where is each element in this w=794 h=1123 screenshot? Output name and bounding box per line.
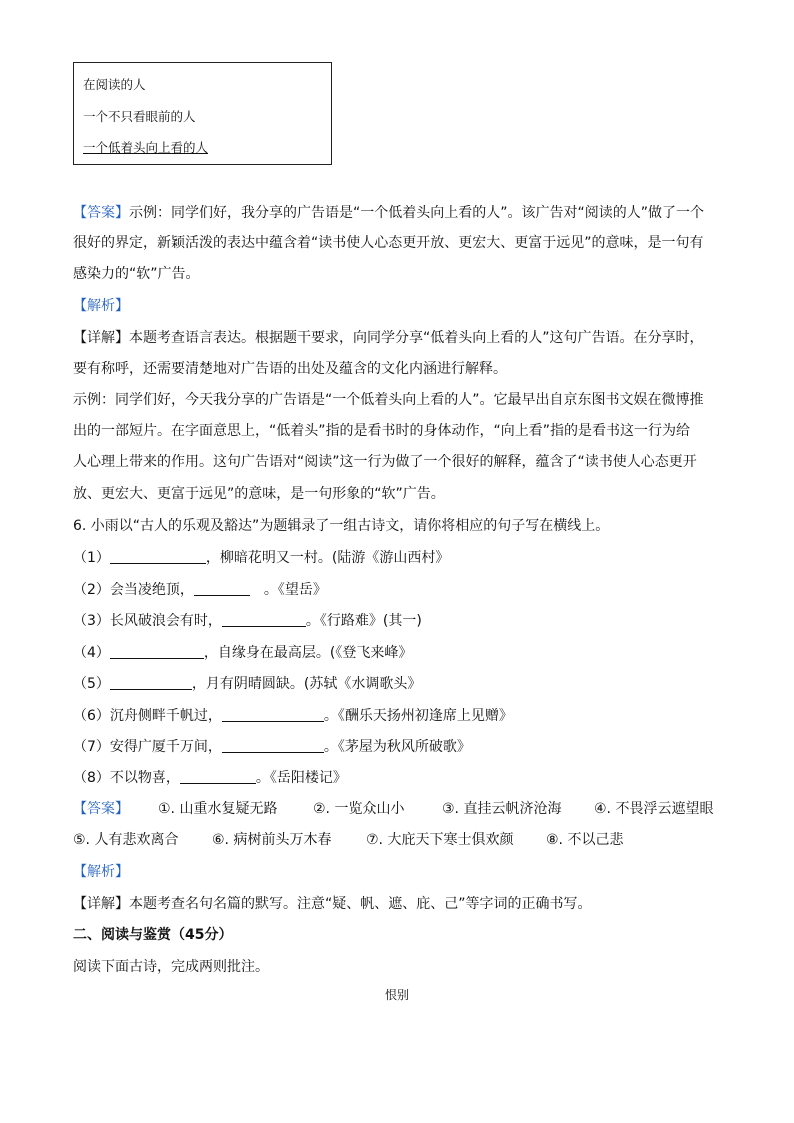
q6-item-7: （7）安得广厦千万间， 。《茅屋为秋风所破歌》 [73, 739, 471, 755]
answer-item: ⑤. 人有悲欢离合 [73, 832, 179, 848]
q6-item-5: （5） ，月有阴晴圆缺。(苏轼《水调歌头》 [73, 676, 422, 692]
q6-item-2: （2）会当凌绝顶， 。《望岳》 [73, 582, 327, 598]
fill-blank[interactable] [222, 612, 306, 627]
slogan-line-3: 一个低着头向上看的人 [83, 140, 209, 155]
fill-blank[interactable] [180, 769, 256, 784]
answer-item: ②. 一览众山小 [313, 801, 405, 817]
answer-1-line-2: 很好的界定，新颖活泼的表达中蕴含着“读书使人心态更开放、更宏大、更富于远见”的意味，是一句有 [73, 235, 704, 251]
detail-1-line-6: 放、更宏大、更富于远见”的意味，是一句形象的“软”广告。 [73, 486, 445, 502]
slogan-line-2: 一个不只看眼前的人 [83, 109, 196, 124]
section-2-instruction: 阅读下面古诗，完成两则批注。 [73, 959, 269, 975]
fill-blank[interactable] [194, 581, 250, 596]
question-6-prompt: 6. 小雨以“古人的乐观及豁达”为题辑录了一组古诗文，请你将相应的句子写在横线上。 [73, 518, 610, 534]
answer-1-line-1: 【答案】示例：同学们好，我分享的广告语是“一个低着头向上看的人”。该广告对“阅读的人”做了一个 [73, 205, 705, 221]
q6-item-6: （6）沉舟侧畔千帆过， 。《酬乐天扬州初逢席上见赠》 [73, 708, 513, 724]
q6-item-4: （4） ，自缘身在最高层。(《登飞来峰》 [73, 645, 413, 661]
poem-title: 恨别 [384, 988, 409, 1002]
answer-tag: 【答案】 [73, 205, 129, 221]
answer-1-line-3: 感染力的“软”广告。 [73, 266, 200, 282]
q6-item-8: （8）不以物喜， 。《岳阳楼记》 [73, 770, 347, 786]
detail-2-tag: 【详解】 [73, 896, 129, 912]
ad-slogan-box [73, 62, 332, 165]
answer-2-tag: 【答案】 [73, 801, 129, 817]
detail-1-line-4: 出的一部短片。在字面意思上，“低着头”指的是看书时的身体动作，“向上看”指的是看书这一行为给 [73, 423, 691, 439]
q6-item-1: （1） ，柳暗花明又一村。(陆游《游山西村》 [73, 550, 450, 566]
fill-blank[interactable] [222, 707, 324, 722]
q6-item-3: （3）长风破浪会有时， 。《行路难》(其一) [73, 613, 422, 629]
fill-blank[interactable] [222, 738, 324, 753]
answer-item: ④. 不畏浮云遮望眼 [594, 801, 714, 817]
section-2-heading: 二、阅读与鉴赏（45分） [73, 927, 233, 943]
fill-blank[interactable] [110, 644, 204, 659]
analysis-tag: 【解析】 [73, 298, 129, 314]
answer-item: ⑦. 大庇天下寒士俱欢颜 [366, 832, 514, 848]
detail-tag: 【详解】 [73, 330, 129, 346]
detail-1-line-5: 人心理上带来的作用。这句广告语对“阅读”这一行为做了一个很好的解释，蕴含了“读书使人心态更开 [73, 454, 697, 470]
detail-1-line-3: 示例：同学们好，今天我分享的广告语是“一个低着头向上看的人”。它最早出自京东图书文娱在微博推 [73, 392, 704, 408]
detail-2-line: 【详解】本题考查名句名篇的默写。注意“疑、帆、遮、庇、己”等字词的正确书写。 [73, 896, 592, 912]
answer-item: ⑥. 病树前头万木春 [212, 832, 332, 848]
detail-1-line-1: 【详解】本题考查语言表达。根据题干要求，向同学分享“低着头向上看的人”这句广告语。在分享时， [73, 330, 704, 346]
analysis-2-tag: 【解析】 [73, 864, 129, 880]
slogan-line-1: 在阅读的人 [83, 77, 146, 92]
answer-item: ⑧. 不以己悲 [546, 832, 624, 848]
fill-blank[interactable] [110, 549, 206, 564]
fill-blank[interactable] [110, 675, 192, 690]
answer-item: ①. 山重水复疑无路 [158, 801, 278, 817]
detail-1-line-2: 要有称呼，还需要清楚地对广告语的出处及蕴含的文化内涵进行解释。 [73, 361, 507, 377]
answer-item: ③. 直挂云帆济沧海 [442, 801, 562, 817]
